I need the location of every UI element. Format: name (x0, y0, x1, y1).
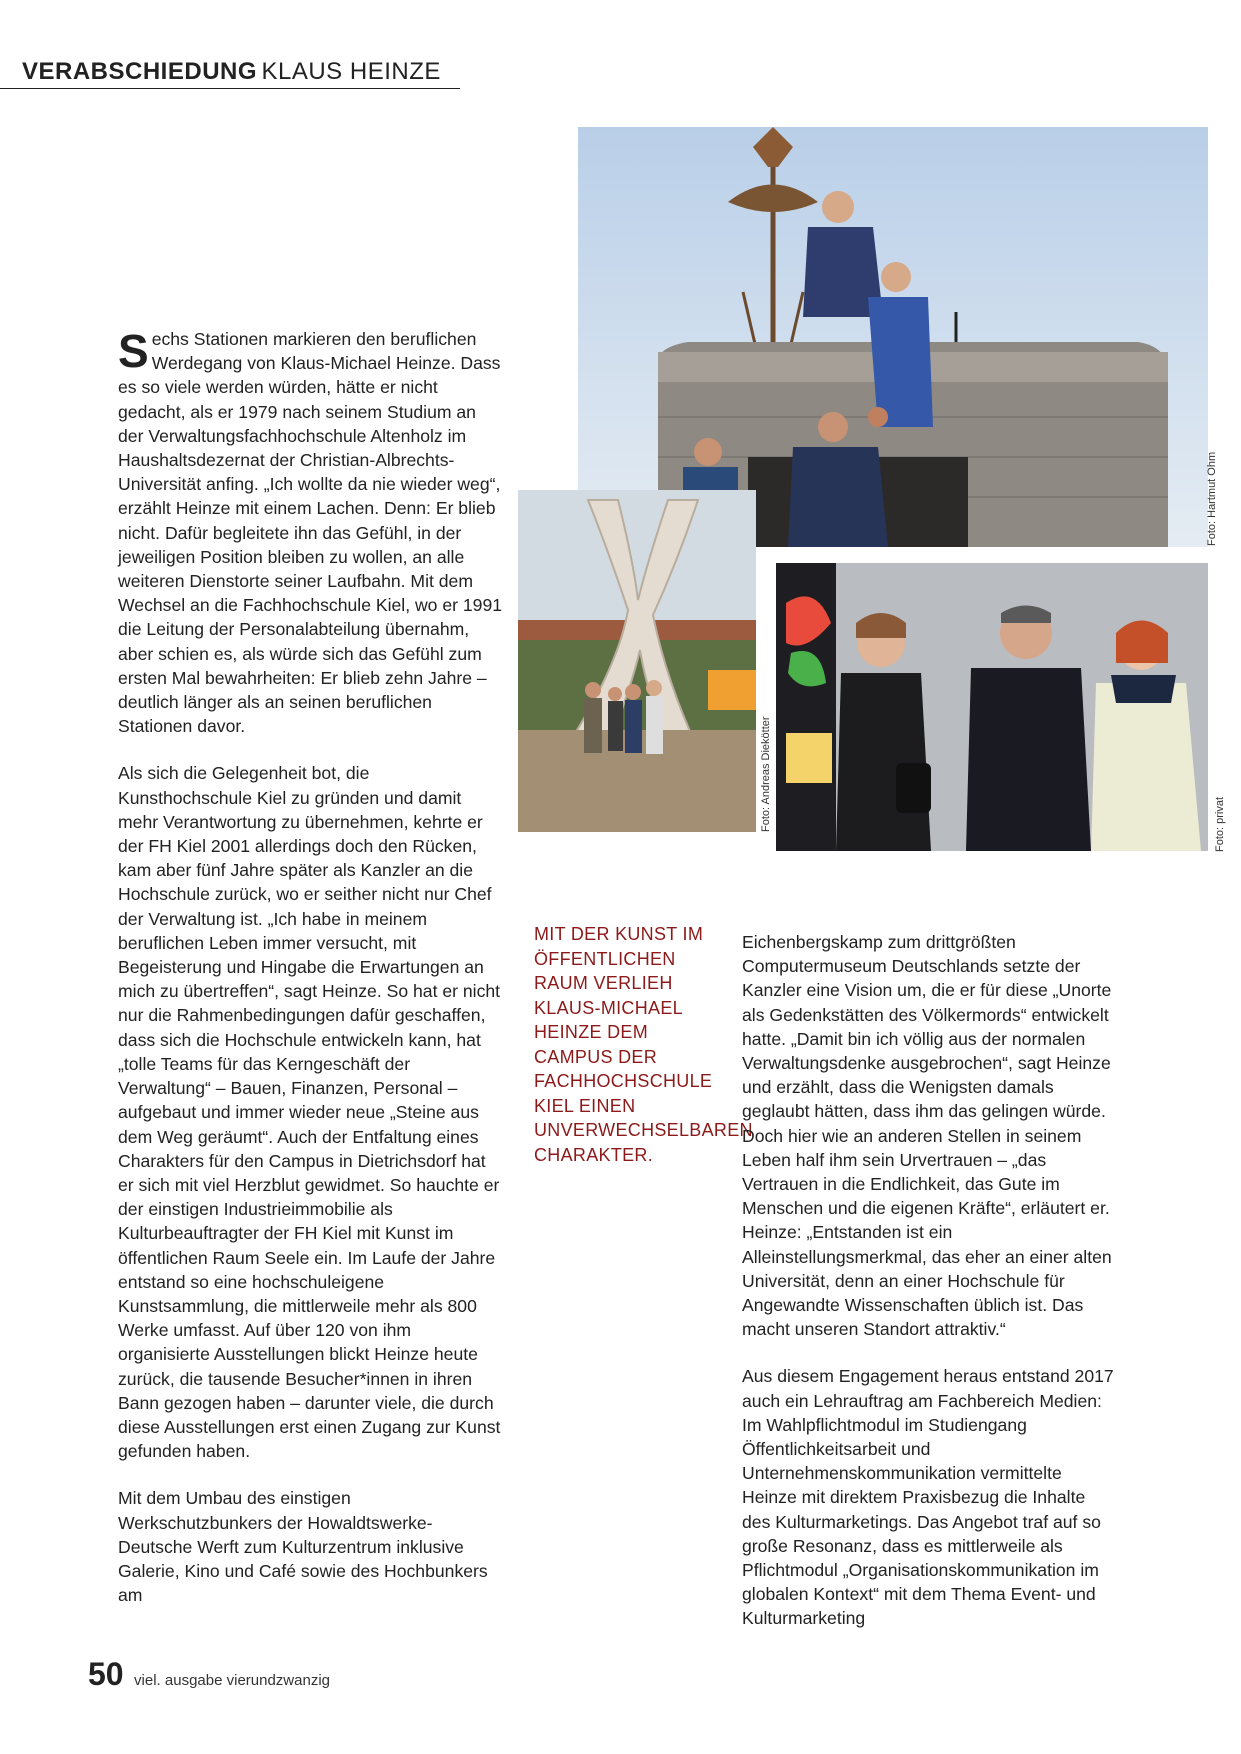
paragraph-1 (118, 327, 504, 738)
paragraph-2: Als sich die Gelegenheit bot, die Kunsthochschule Kiel zu gründen und damit mehr Verantwortung zu übernehmen, kehrte er der FH Kiel 2001 allerdings doch den Rücken, kam aber fünf Jahre später als Kanzler an die Hochschule zurück, wo er seither nicht nur Chef der Verwaltung ist. „Ich habe in meinem beruflichen Leben immer versucht, mit Begeisterung und Hingabe die Erwartungen an mich zu übertreffen“, sagt Heinze. So hat er nicht nur die Rahmenbedingungen dafür geschaffen, dass sich die Hochschule entwickeln kann, hat „tolle Teams für das Kerngeschäft der Verwaltung“ – Bauen, Finanzen, Personal – aufgebaut und immer wieder neue „Steine aus dem Weg geräumt“. Auch der Entfaltung eines Charakters für den Campus in Dietrichsdorf hat er sich mit viel Herzblut gewidmet. So hauchte er der einstigen Industrieimmobilie als Kulturbeauftragter der FH Kiel mit Kunst im öffentlichen Raum Seele ein. Im Laufe der Jahre entstand so eine hochschuleigene Kunstsammlung, die mittlerweile mehr als 800 Werke umfasst. Auf über 120 von ihm organisierte Ausstellungen blickt Heinze heute zurück, die tausende Besucher*innen in ihren Bann gezogen haben – darunter viele, die durch diese Ausstellungen erst einen Zugang zur Kunst gefunden haben. (118, 763, 501, 1462)
paragraph-5: Aus diesem Engagement heraus entstand 2017 auch ein Lehrauftrag am Fachbereich Medien: Im Wahlpflichtmodul im Studiengang Öffentlichkeitsarbeit und Unternehmenskommunikation vermittelte Heinze mit direktem Praxisbezug die Inhalte des Kulturmarketings. Das Angebot traf auf so große Resonanz, dass es mittlerweile als Pflichtmodul „Organisationskommunikation im globalen Kontext“ mit dem Thema Event- und Kulturmarketing (742, 1366, 1114, 1629)
photo-x-sculpture (518, 490, 756, 832)
photo-credit-2: Foto: Andreas Diekötter (760, 716, 772, 832)
paragraph-1-text: echs Stationen markieren den beruflichen Werdegang von Klaus-Michael Heinze. Dass es so viele werden würden, hätte er nicht gedacht, als er 1979 nach seinem Studium an der Verwaltungsfachhochschule Altenholz im Haushaltsdezernat der Christian-Albrechts-Universität anfing. „Ich wollte da nie wieder weg“, erzählt Heinze mit einem Lachen. Denn: Er blieb nicht. Dafür begleitete ihn das Gefühl, in der jeweiligen Position bleiben zu wollen, an alle weiteren Dienstorte seiner Laufbahn. Mit dem Wechsel an die Fachhochschule Kiel, wo er 1991 die Leitung der Personalabteilung übernahm, aber schien es, als würde sich das Gefühl zum ersten Mal bewahrheiten: Er blieb zehn Jahre – deutlich länger als an seinen beruflichen Stationen davor. (118, 329, 503, 737)
photo-credit-3: Foto: privat (1214, 796, 1226, 852)
photo-credit-1: Foto: Hartmut Ohm (1206, 451, 1218, 546)
pull-quote: MIT DER KUNST IM ÖFFENTLICHEN RAUM VERLIEH KLAUS-MICHAEL HEINZE DEM CAMPUS DER FACHHOCHSCHULE KIEL EINEN UNVERWECHSELBAREN CHARAKTER. (534, 924, 753, 1165)
section-header (0, 58, 460, 89)
magazine-issue: viel. ausgabe vierundzwanzig (134, 1672, 330, 1689)
paragraph-3: Mit dem Umbau des einstigen Werkschutzbunkers der Howaldtswerke-Deutsche Werft zum Kulturzentrum inklusive Galerie, Kino und Café sowie des Hochbunkers am (118, 1488, 488, 1606)
photo-group (776, 563, 1208, 851)
paragraph-4: Eichenbergskamp zum drittgrößten Computermuseum Deutschlands setzte der Kanzler eine Vision um, die er für diese „Unorte als Gedenkstätten des Völkermords“ entwickelt hatte. „Damit bin ich völlig aus der normalen Verwaltungsdenke ausgebrochen“, sagt Heinze und erzählt, dass die Wenigsten damals geglaubt hätten, dass ihm das gelingen würde. Doch hier wie an anderen Stellen in seinem Leben half ihm sein Urvertrauen – „das Vertrauen in die Endlichkeit, das Gute im Menschen und die eigenen Kräfte“, erläutert er. Heinze: „Entstanden ist ein Alleinstellungsmerkmal, das eher an einer alten Universität, denn an einer Hochschule für Angewandte Wissenschaften üblich ist. Das macht unseren Standort attraktiv.“ (742, 932, 1112, 1340)
header-title-light: KLAUS HEINZE (261, 58, 441, 85)
page-number: 50 (88, 1656, 124, 1692)
right-column (742, 930, 1114, 1654)
left-column (118, 327, 504, 1630)
drop-cap: S (118, 325, 149, 377)
photo-bunker-roof (578, 127, 1208, 547)
page-footer (88, 1656, 330, 1693)
header-title-bold: VERABSCHIEDUNG (22, 58, 258, 85)
